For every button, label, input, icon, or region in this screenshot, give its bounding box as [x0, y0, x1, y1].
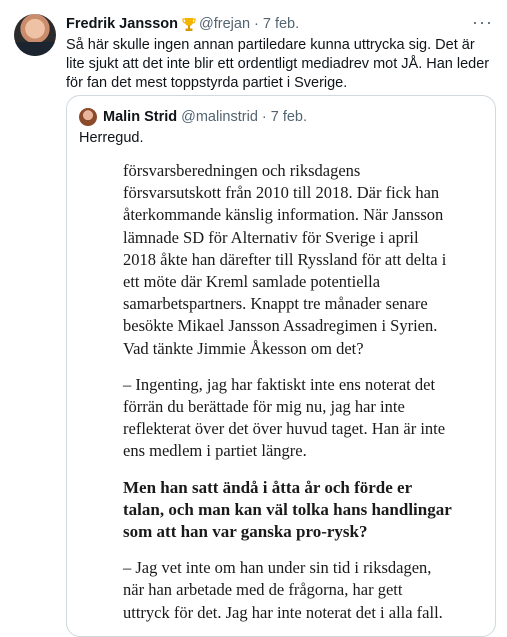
quoted-tweet[interactable]	[66, 95, 496, 637]
quoted-text: Herregud.	[79, 130, 144, 146]
quoted-author-name: Malin Strid	[103, 109, 178, 125]
article-screenshot	[123, 160, 453, 637]
article-paragraph: – Jag vet inte om han under sin tid i riksdagen, när han arbetade med de frågorna, har gett uttryck för det. Jag har inte noterat det i alla fall.	[123, 558, 443, 622]
avatar-shirt	[14, 42, 56, 56]
tweet-text: Så här skulle ingen annan partiledare kunna uttrycka sig. Det är lite sjukt att det inte blir ett ordentligt mediadrev mot JÅ. Han leder för fan det mest toppstyrda partiet i Sverige.	[66, 37, 490, 91]
quoted-separator-dot: ·	[261, 109, 267, 125]
article-paragraph: – Ingenting, jag har faktiskt inte ens noterat det förrän du berättade för mig nu, jag har inte reflekterat över det över huvud taget. Han är inte ens medlem i partiet längre.	[123, 374, 446, 461]
author-handle[interactable]: @frejan	[199, 16, 251, 32]
tweet-header	[66, 14, 491, 34]
article-paragraph: försvarsberedningen och riksdagens försvarsutskott från 2010 till 2018. Där fick han återkommande känslig information. När Jansson lämnade SD för Alternativ för Sverige i april 2018 åkte han därefter till Ryssland för att delta i ett möte där Kreml samlade potentiella samarbetspartners. Knappt tre månader senare besökte Mikael Jansson Assadregimen i Syrien. Vad tänkte Jimmie Åkesson om det?	[123, 161, 447, 358]
quoted-avatar	[79, 108, 97, 126]
separator-dot: ·	[254, 16, 259, 32]
trophy-icon	[182, 17, 196, 32]
tweet-date[interactable]: 7 feb.	[262, 16, 300, 32]
article-question: Men han satt ändå i åtta år och förde er talan, och man kan väl tolka hans handlingar som att han var ganska pro-rysk?	[123, 477, 452, 542]
quoted-date: 7 feb.	[270, 109, 308, 125]
more-options-icon[interactable]: ···	[472, 12, 493, 32]
author-avatar[interactable]	[14, 14, 56, 56]
quoted-header	[79, 108, 307, 126]
quoted-handle: @malinstrid	[181, 109, 258, 125]
author-name[interactable]: Fredrik Jansson	[66, 16, 179, 32]
